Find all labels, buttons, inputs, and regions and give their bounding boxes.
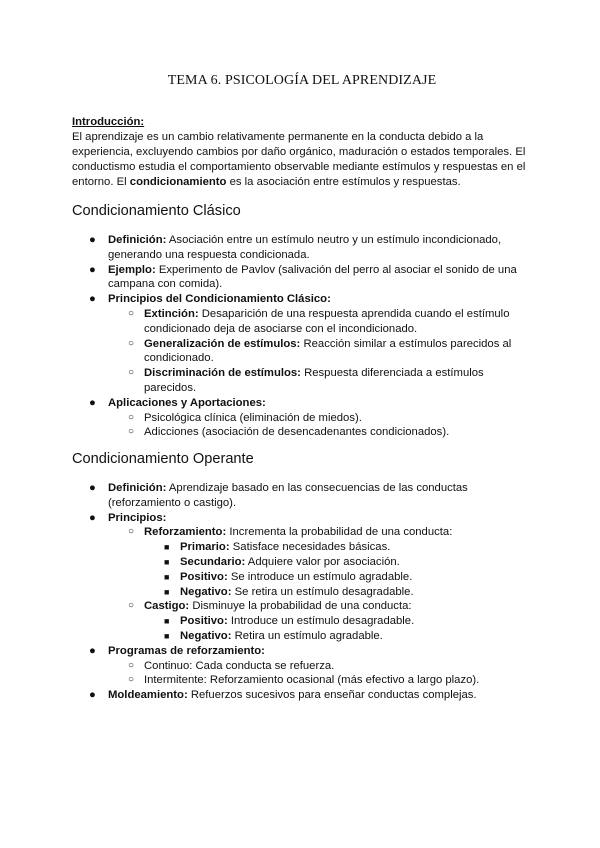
list-item-label: Secundario: — [180, 555, 246, 568]
bullet-icon: ■ — [164, 556, 170, 567]
list-item — [72, 659, 532, 674]
list-item-label: Primario: — [180, 541, 230, 554]
list-item-text: Se retira un estímulo desagradable. — [231, 585, 414, 598]
list-item-text: Introduce un estímulo desagradable. — [227, 615, 415, 628]
intro-bold-term: condicionamiento — [129, 176, 227, 188]
list-item — [72, 511, 532, 526]
list-item-label: Aplicaciones y Aportaciones: — [108, 396, 266, 409]
list-item-text: Reacción similar a estímulos parecidos al condicionado. — [144, 337, 512, 365]
bullet-icon: ○ — [128, 411, 135, 423]
list-item-text: Intermitente: Reforzamiento ocasional (más efectivo a largo plazo). — [144, 674, 480, 687]
list-item-text: Respuesta diferenciada a estímulos parecidos. — [144, 367, 484, 394]
bullet-icon: ● — [89, 396, 96, 409]
bullet-icon: ■ — [164, 542, 170, 553]
list-item-label: Positivo: — [180, 570, 228, 583]
list-item-label: Positivo: — [180, 615, 228, 628]
list-item-text: Aprendizaje basado en las consecuencias de las conductas (reforzamiento o castigo). — [108, 482, 468, 509]
list-clasico — [72, 233, 532, 440]
list-item-label: Definición: — [108, 482, 167, 494]
bullet-icon: ○ — [128, 659, 135, 671]
section-title-clasico: Condicionamiento Clásico — [72, 203, 241, 219]
bullet-icon: ■ — [164, 586, 170, 597]
list-item-text: Satisface necesidades básicas. — [229, 541, 391, 554]
bullet-icon: ● — [89, 689, 96, 702]
bullet-icon: ● — [89, 293, 96, 306]
bullet-icon: ● — [89, 511, 96, 524]
list-item-text: Adicciones (asociación de desencadenantes condicionados). — [144, 426, 450, 439]
bullet-icon: ■ — [164, 571, 170, 582]
bullet-icon: ○ — [128, 426, 135, 438]
list-item — [72, 555, 532, 570]
bullet-icon: ■ — [164, 616, 170, 627]
list-item — [72, 599, 532, 614]
list-item — [72, 614, 532, 629]
bullet-icon: ● — [89, 234, 96, 246]
bullet-icon: ● — [89, 644, 96, 657]
intro-heading: Introducción: — [72, 116, 145, 128]
list-item — [72, 525, 532, 540]
list-item-text: Asociación entre un estímulo neutro y un estímulo incondicionado, generando una respuesta condicionada. — [108, 234, 502, 261]
list-item-label: Negativo: — [180, 585, 232, 598]
bullet-icon: ○ — [128, 337, 135, 349]
list-item — [72, 292, 532, 307]
list-item-text: Retira un estímulo agradable. — [231, 629, 383, 642]
list-item-label: Negativo: — [180, 629, 232, 642]
bullet-icon: ○ — [128, 526, 135, 538]
bullet-icon: ● — [89, 263, 96, 276]
list-item-text: Psicológica clínica (eliminación de miedos). — [144, 411, 362, 424]
list-item — [72, 570, 532, 585]
list-item — [72, 307, 532, 337]
page-title: TEMA 6. PSICOLOGÍA DEL APRENDIZAJE — [167, 73, 437, 88]
list-item — [72, 673, 532, 688]
intro-text-2: es la asociación entre estímulos y respuestas. — [226, 176, 461, 188]
list-item-text: Disminuye la probabilidad de una conducta: — [189, 600, 412, 613]
list-item-label: Moldeamiento: — [108, 689, 188, 702]
list-operante — [72, 481, 532, 703]
bullet-icon: ○ — [128, 600, 135, 612]
list-item-label: Generalización de estímulos: — [144, 337, 301, 350]
list-item-label: Extinción: — [144, 307, 199, 320]
list-item-label: Reforzamiento: — [144, 526, 227, 539]
intro-paragraph — [72, 130, 532, 190]
section-title-operante: Condicionamiento Operante — [72, 451, 254, 467]
list-item — [72, 481, 532, 511]
list-item-text: Continuo: Cada conducta se refuerza. — [144, 659, 335, 672]
list-item-label: Discriminación de estímulos: — [144, 367, 301, 380]
list-item-label: Programas de reforzamiento: — [108, 644, 265, 657]
list-item — [72, 540, 532, 555]
list-item — [72, 366, 532, 396]
list-item — [72, 337, 532, 367]
list-item-text: Se introduce un estímulo agradable. — [227, 570, 413, 583]
bullet-icon: ■ — [164, 630, 170, 641]
list-item — [72, 233, 532, 263]
list-item — [72, 263, 532, 293]
list-item-text: Refuerzos sucesivos para enseñar conductas complejas. — [187, 689, 477, 702]
list-item-text: Desaparición de una respuesta aprendida cuando el estímulo condicionado deja de asociarse con el incondicionado. — [144, 307, 510, 335]
list-item-label: Castigo: — [144, 600, 190, 613]
intro-text-1: El aprendizaje es un cambio relativamente permanente en la conducta debido a la experiencia, excluyendo cambios por daño orgánico, maduración o estados temporales. El conductismo estudia el comportamiento observable mediante estímulos y respuestas en el entorno. El — [72, 131, 526, 188]
bullet-icon: ○ — [128, 367, 135, 379]
list-item-label: Definición: — [108, 234, 167, 246]
list-item-text: Incrementa la probabilidad de una conducta: — [226, 526, 453, 539]
bullet-icon: ● — [89, 482, 96, 494]
list-item-label: Principios del Condicionamiento Clásico: — [108, 293, 331, 306]
list-item-label: Principios: — [108, 511, 167, 524]
list-item-text: Experimento de Pavlov (salivación del perro al asociar el sonido de una campana con comida). — [108, 263, 517, 291]
bullet-icon: ○ — [128, 674, 135, 686]
list-item — [72, 644, 532, 659]
list-item — [72, 585, 532, 600]
list-item-label: Ejemplo: — [108, 263, 156, 276]
bullet-icon: ○ — [128, 307, 135, 319]
list-item — [72, 425, 532, 440]
list-item — [72, 411, 532, 426]
list-item-text: Adquiere valor por asociación. — [245, 555, 400, 568]
list-item — [72, 629, 532, 644]
list-item — [72, 688, 532, 703]
list-item — [72, 396, 532, 411]
